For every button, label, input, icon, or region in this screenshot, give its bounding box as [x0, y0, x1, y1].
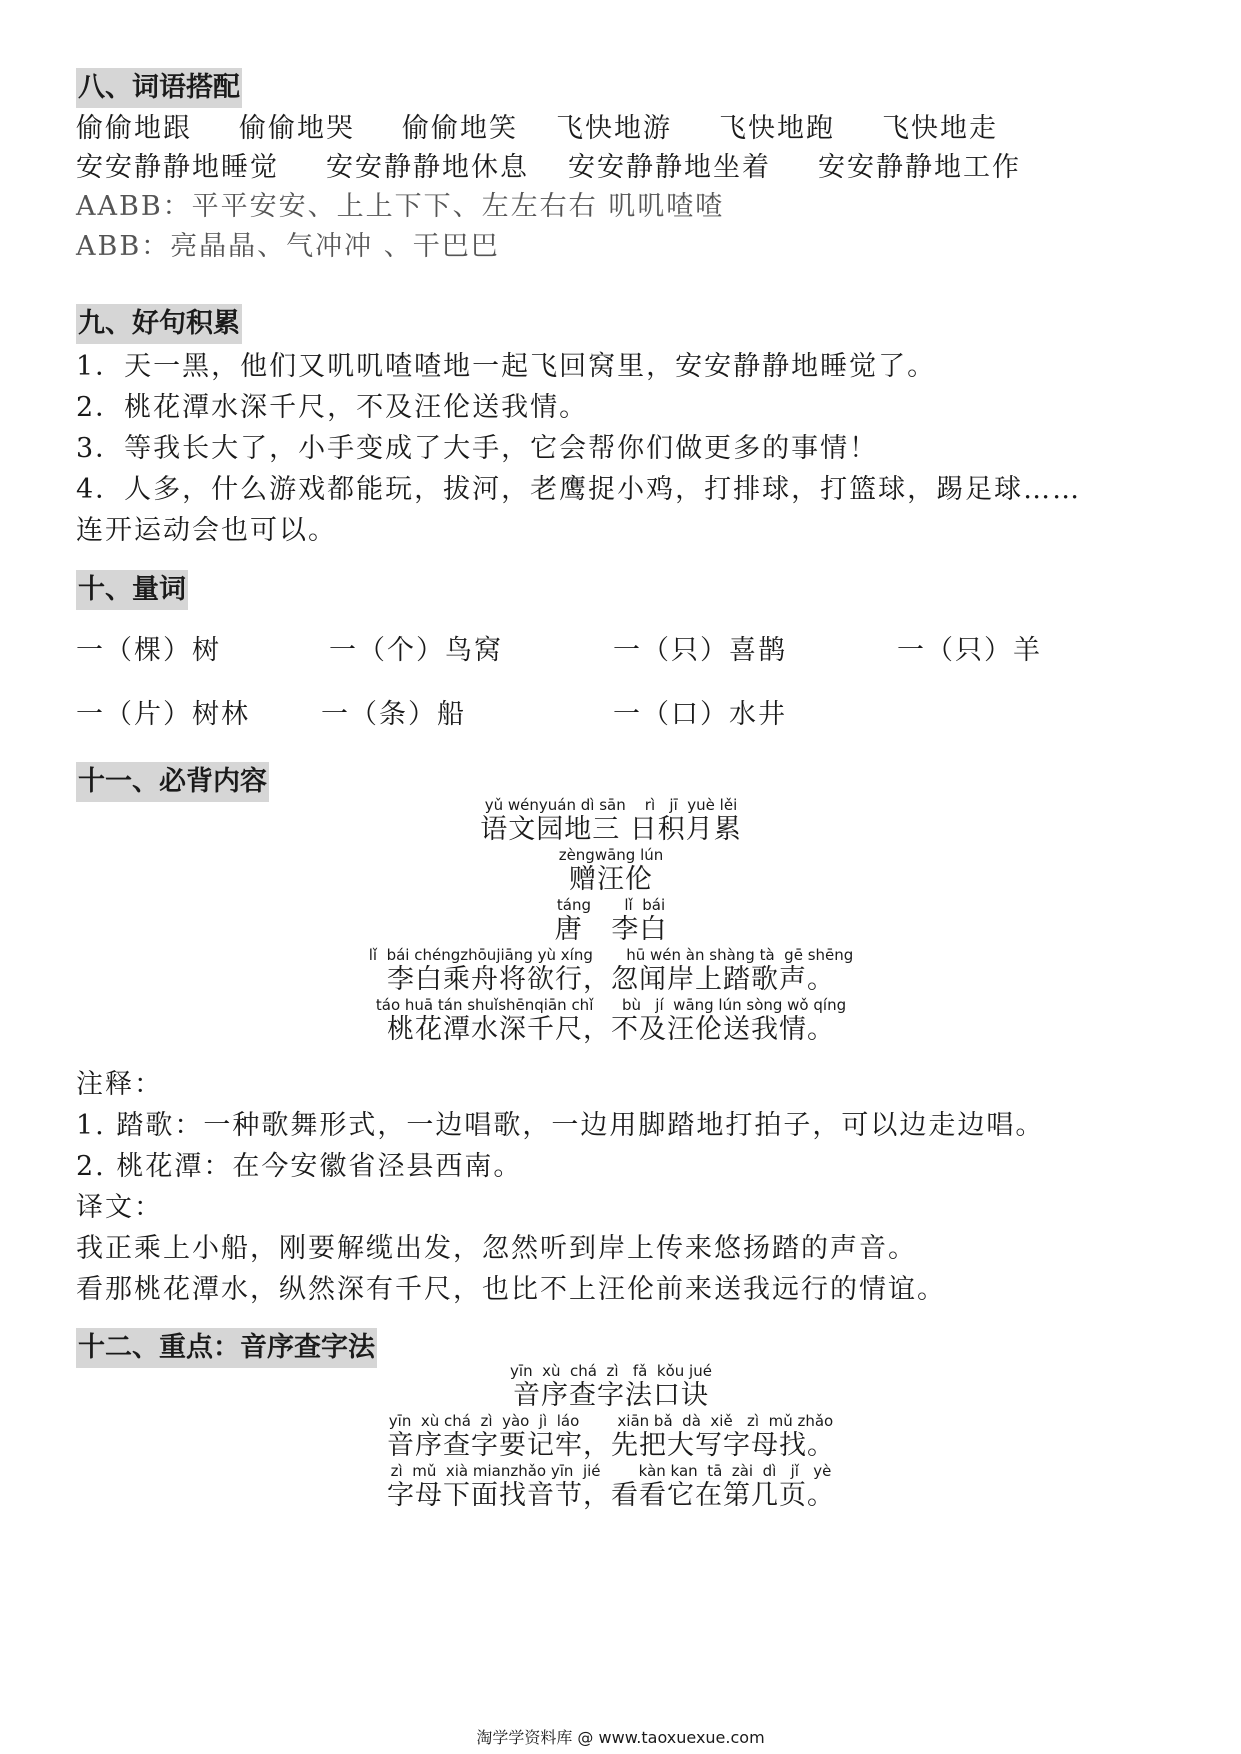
poem-line — [76, 996, 1146, 1046]
translation-line: 看那桃花潭水，纵然深有千尺，也比不上汪伦前来送我远行的情谊。 — [76, 1274, 946, 1305]
rhyme-line — [76, 1412, 1146, 1462]
phonetic-lookup-rhyme — [76, 1362, 1146, 1512]
note-line: 1. 踏歌：一种歌舞形式，一边唱歌，一边用脚踏地打拍子，可以边走边唱。 — [76, 1110, 1045, 1141]
poem-zeng-wang-lun — [76, 796, 1146, 1046]
notes-block — [76, 1064, 1044, 1310]
note-line: 2. 桃花潭：在今安徽省泾县西南。 — [76, 1151, 523, 1182]
hanzi: 李白乘舟将欲行，忽闻岸上踏歌声。 — [387, 964, 835, 995]
sentence-line: 3．等我长大了，小手变成了大手，它会帮你们做更多的事情！ — [76, 433, 879, 464]
hanzi: 桃花潭水深千尺，不及汪伦送我情。 — [387, 1014, 835, 1045]
sentence-line: 1．天一黑，他们又叽叽喳喳地一起飞回窝里，安安静静地睡觉了。 — [76, 351, 937, 382]
poem-line — [76, 796, 1146, 846]
collocation-item: 飞快地跑 — [719, 113, 835, 144]
section-heading: 九、好句积累 — [76, 304, 242, 344]
measure-item: 一（条）船 — [321, 699, 466, 730]
pinyin: zèngwāng lún — [558, 846, 664, 864]
pinyin: yǔ wényuán dì sān rì jī yuè lěi — [484, 796, 738, 814]
measure-item: 一（棵）树 — [76, 635, 221, 666]
collocation-item: 偷偷地哭 — [239, 113, 355, 144]
poem-line — [76, 946, 1146, 996]
measure-item: 一（片）树林 — [76, 699, 250, 730]
hanzi: 音序查字要记牢，先把大写字母找。 — [387, 1430, 835, 1461]
abb-line: ABB：亮晶晶、气冲冲 、干巴巴 — [76, 231, 500, 262]
aabb-line: AABB：平平安安、上上下下、左左右右 叽叽喳喳 — [76, 191, 725, 222]
translation-label: 译文： — [76, 1192, 163, 1223]
section-heading: 十一、必背内容 — [76, 762, 269, 802]
collocation-item: 安安静静地坐着 — [568, 152, 771, 183]
measure-item: 一（个）鸟窝 — [329, 635, 503, 666]
section-heading: 十、量词 — [76, 570, 188, 610]
pinyin: táo huā tán shuǐshēnqiān chǐ bù jí wāng lún sòng wǒ qíng — [375, 996, 847, 1014]
section-9 — [76, 304, 242, 344]
section-10 — [76, 570, 188, 610]
hanzi: 字母下面找音节，看看它在第几页。 — [387, 1480, 835, 1511]
section-heading: 八、词语搭配 — [76, 68, 242, 108]
measure-item: 一（只）喜鹊 — [613, 635, 787, 666]
rhyme-line — [76, 1462, 1146, 1512]
pinyin: yīn xù chá zì fǎ kǒu jué — [510, 1362, 712, 1380]
collocation-item: 偷偷地跟 — [76, 113, 192, 144]
measure-item: 一（口）水井 — [613, 699, 787, 730]
section-heading: 十二、重点：音序查字法 — [76, 1328, 377, 1368]
measure-row-2 — [76, 692, 787, 731]
hanzi: 唐 李白 — [554, 914, 668, 945]
poem-line — [76, 846, 1146, 896]
notes-label: 注释： — [76, 1069, 163, 1100]
section-8 — [76, 68, 242, 108]
hanzi: 音序查字法口诀 — [513, 1380, 709, 1411]
translation-line: 我正乘上小船，刚要解缆出发，忽然听到岸上传来悠扬踏的声音。 — [76, 1233, 917, 1264]
measure-item: 一（只）羊 — [897, 635, 1042, 666]
sentence-list — [76, 346, 1081, 551]
collocation-item: 飞快地游 — [556, 113, 672, 144]
pinyin: yīn xù chá zì yào jì láo xiān bǎ dà xiě zì mǔ zhǎo — [388, 1412, 834, 1430]
collocation-item: 安安静静地睡觉 — [76, 152, 279, 183]
measure-row-1 — [76, 628, 1042, 667]
collocation-item: 安安静静地休息 — [326, 152, 529, 183]
sentence-line: 2．桃花潭水深千尺，不及汪伦送我情。 — [76, 392, 589, 423]
rhyme-line — [76, 1362, 1146, 1412]
pinyin: zì mǔ xià mianzhǎo yīn jié kàn kan tā zài dì jǐ yè — [390, 1462, 832, 1480]
hanzi: 语文园地三 日积月累 — [480, 814, 742, 845]
sentence-line: 4．人多，什么游戏都能玩，拔河，老鹰捉小鸡，打排球，打篮球，踢足球…… — [76, 474, 1082, 505]
poem-line — [76, 896, 1146, 946]
hanzi: 赠汪伦 — [569, 864, 653, 895]
collocation-row-1 — [76, 106, 998, 145]
collocation-item: 飞快地走 — [882, 113, 998, 144]
footer-source: 淘学学资料库 @ www.taoxuexue.com — [476, 1728, 765, 1747]
sentence-line: 连开运动会也可以。 — [76, 515, 337, 546]
collocation-row-2 — [76, 145, 1021, 184]
collocation-item: 安安静静地工作 — [818, 152, 1021, 183]
pinyin: táng lǐ bái — [556, 896, 666, 914]
pinyin: lǐ bái chéngzhōujiāng yù xíng hū wén àn shàng tà gē shēng — [368, 946, 854, 964]
collocation-item: 偷偷地笑 — [402, 113, 518, 144]
